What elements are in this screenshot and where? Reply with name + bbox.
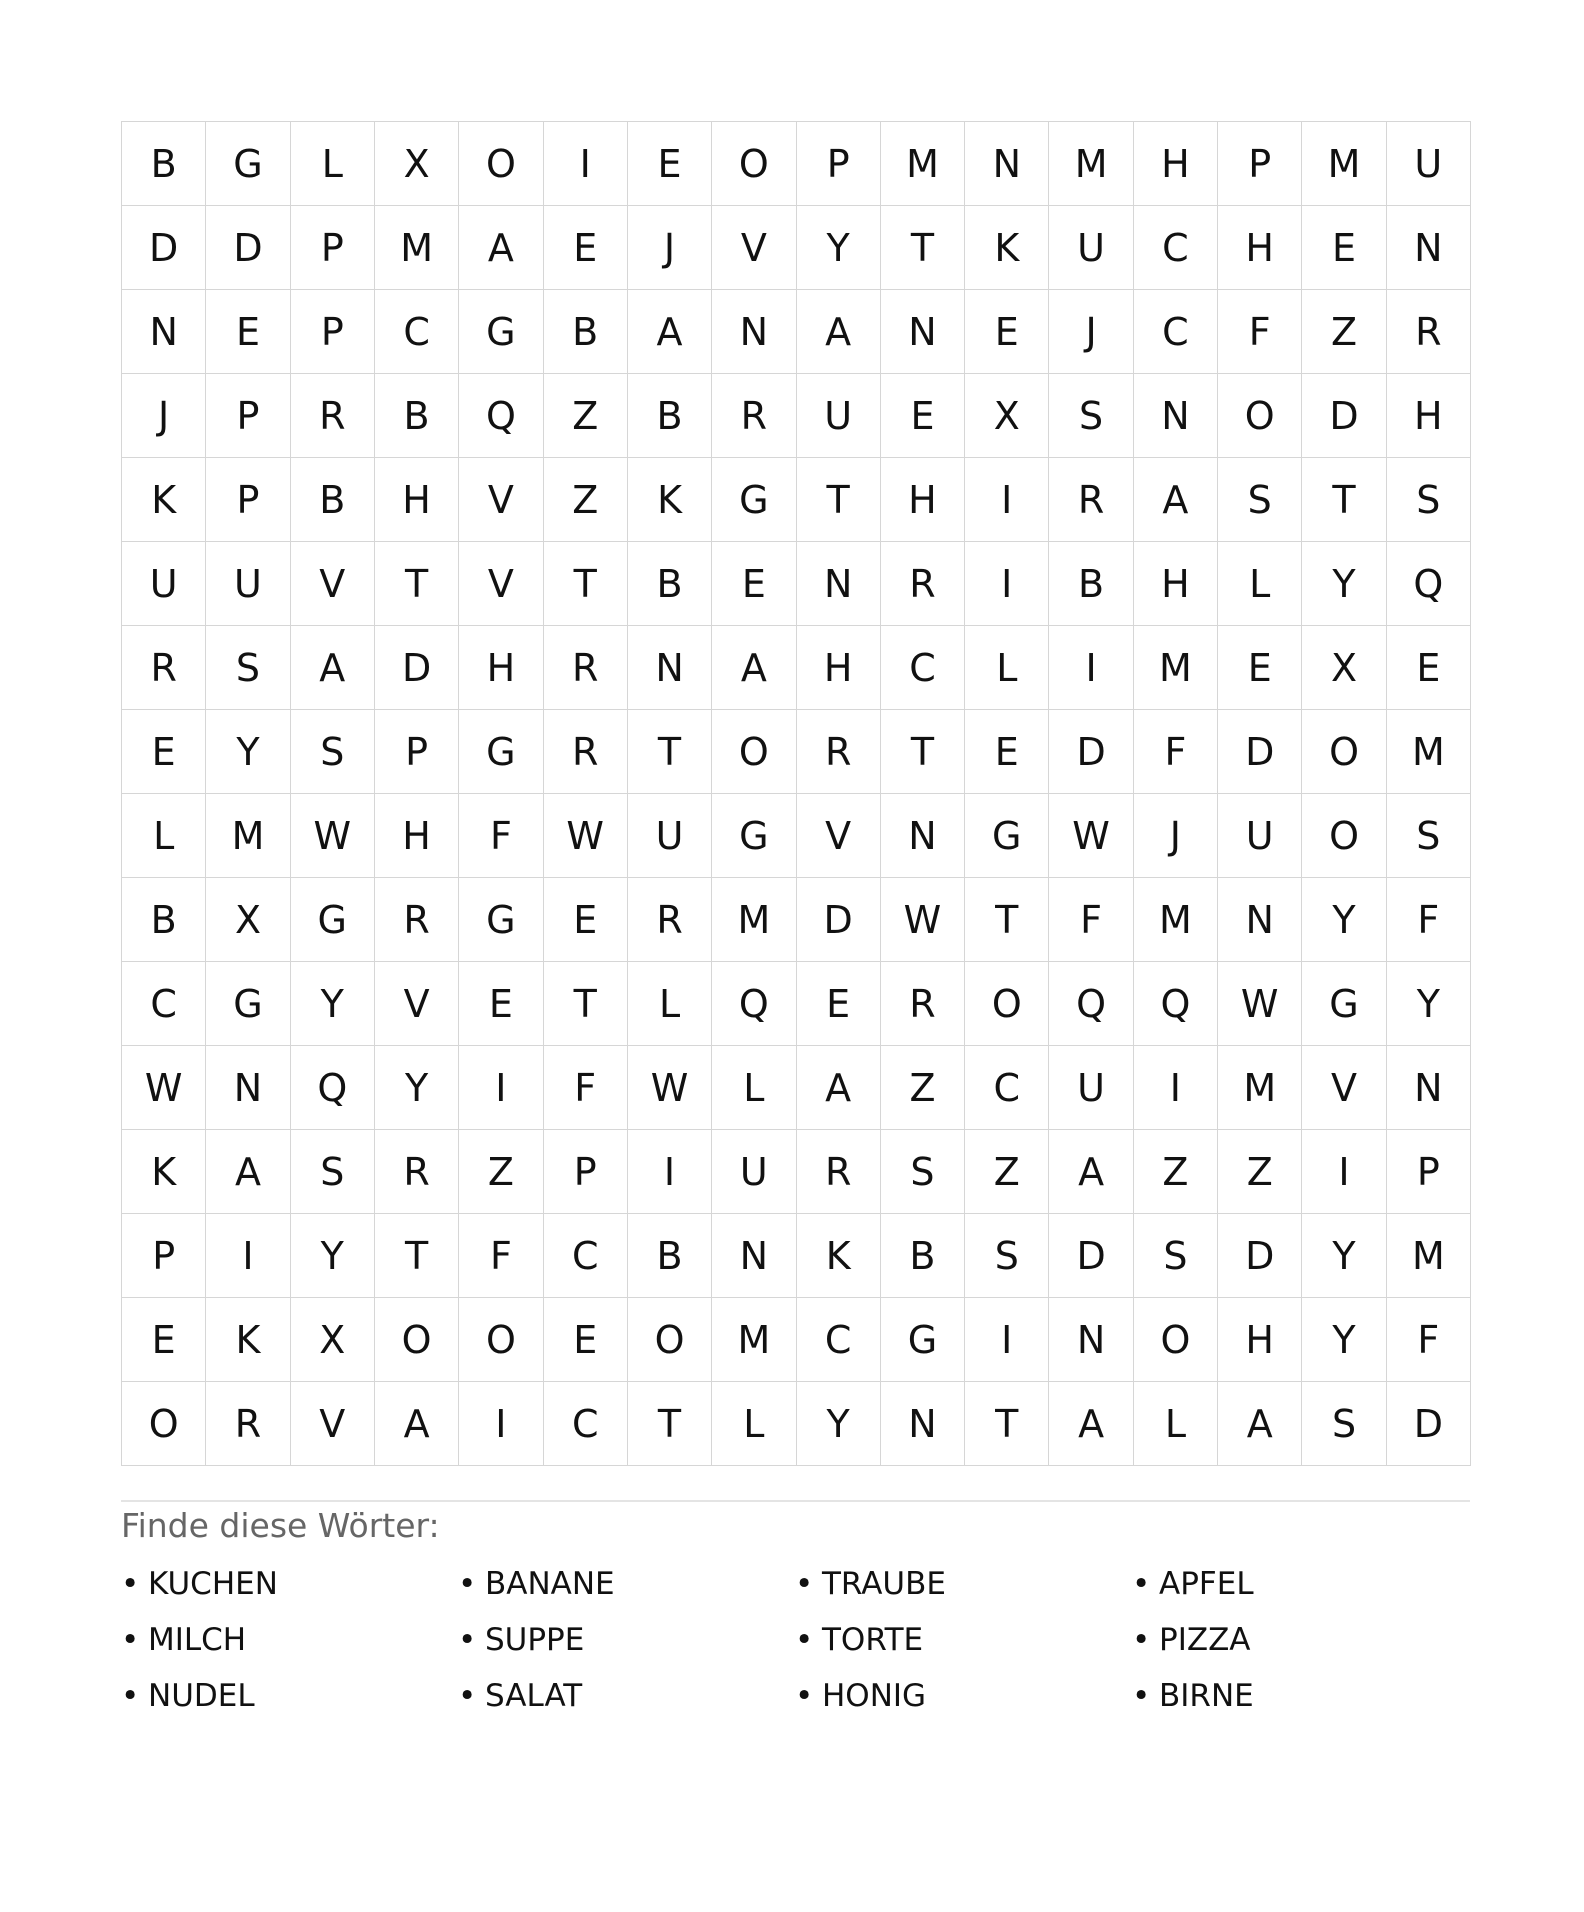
- grid-cell[interactable]: W: [544, 794, 628, 878]
- grid-cell[interactable]: I: [206, 1214, 290, 1298]
- grid-cell[interactable]: P: [1218, 122, 1302, 206]
- word-item: [795, 1565, 1132, 1604]
- grid-cell[interactable]: Z: [544, 458, 628, 542]
- grid-cell[interactable]: K: [797, 1214, 881, 1298]
- grid-cell[interactable]: D: [122, 206, 206, 290]
- bullet-icon: •: [1132, 1566, 1151, 1602]
- word-item: [458, 1677, 795, 1716]
- grid-cell[interactable]: B: [122, 878, 206, 962]
- grid-cell[interactable]: B: [881, 1214, 965, 1298]
- grid-cell[interactable]: O: [1134, 1298, 1218, 1382]
- grid-cell[interactable]: U: [1387, 122, 1471, 206]
- bullet-icon: •: [795, 1566, 814, 1602]
- grid-cell[interactable]: F: [1134, 710, 1218, 794]
- bullet-icon: •: [121, 1566, 140, 1602]
- word-item: [121, 1621, 458, 1660]
- grid-cell[interactable]: H: [1387, 374, 1471, 458]
- grid-cell[interactable]: N: [881, 1382, 965, 1466]
- grid-cell[interactable]: F: [1387, 878, 1471, 962]
- grid-cell[interactable]: F: [459, 1214, 543, 1298]
- grid-cell[interactable]: U: [206, 542, 290, 626]
- grid-cell[interactable]: W: [291, 794, 375, 878]
- grid-cell[interactable]: K: [122, 458, 206, 542]
- grid-cell[interactable]: D: [1302, 374, 1386, 458]
- grid-cell[interactable]: B: [628, 374, 712, 458]
- grid-cell[interactable]: A: [1049, 1382, 1133, 1466]
- grid-cell[interactable]: E: [544, 878, 628, 962]
- grid-cell[interactable]: C: [1134, 206, 1218, 290]
- grid-cell[interactable]: R: [122, 626, 206, 710]
- grid-cell[interactable]: T: [544, 542, 628, 626]
- grid-cell[interactable]: N: [712, 1214, 796, 1298]
- grid-cell[interactable]: E: [122, 710, 206, 794]
- grid-cell[interactable]: I: [965, 458, 1049, 542]
- grid-cell[interactable]: E: [797, 962, 881, 1046]
- grid-cell[interactable]: N: [881, 794, 965, 878]
- grid-cell[interactable]: R: [375, 878, 459, 962]
- grid-cell[interactable]: H: [881, 458, 965, 542]
- grid-cell[interactable]: T: [965, 1382, 1049, 1466]
- grid-cell[interactable]: C: [881, 626, 965, 710]
- grid-cell[interactable]: W: [628, 1046, 712, 1130]
- grid-cell[interactable]: E: [881, 374, 965, 458]
- bullet-icon: •: [795, 1622, 814, 1658]
- grid-cell[interactable]: K: [965, 206, 1049, 290]
- grid-cell[interactable]: K: [206, 1298, 290, 1382]
- grid-cell[interactable]: I: [965, 1298, 1049, 1382]
- grid-cell[interactable]: H: [1134, 542, 1218, 626]
- grid-cell[interactable]: T: [544, 962, 628, 1046]
- grid-cell[interactable]: G: [459, 290, 543, 374]
- grid-cell[interactable]: O: [375, 1298, 459, 1382]
- grid-cell[interactable]: N: [797, 542, 881, 626]
- grid-cell[interactable]: W: [1049, 794, 1133, 878]
- grid-cell[interactable]: T: [1302, 458, 1386, 542]
- grid-cell[interactable]: Y: [1302, 1214, 1386, 1298]
- grid-cell[interactable]: V: [459, 542, 543, 626]
- grid-cell[interactable]: M: [1387, 710, 1471, 794]
- grid-cell[interactable]: G: [1302, 962, 1386, 1046]
- grid-cell[interactable]: M: [712, 878, 796, 962]
- grid-cell[interactable]: H: [375, 458, 459, 542]
- grid-cell[interactable]: S: [1218, 458, 1302, 542]
- grid-cell[interactable]: B: [122, 122, 206, 206]
- grid-cell[interactable]: T: [797, 458, 881, 542]
- grid-cell[interactable]: N: [1387, 1046, 1471, 1130]
- grid-cell[interactable]: E: [544, 206, 628, 290]
- grid-cell[interactable]: H: [1134, 122, 1218, 206]
- grid-cell[interactable]: H: [1218, 1298, 1302, 1382]
- grid-cell[interactable]: A: [459, 206, 543, 290]
- grid-cell[interactable]: N: [965, 122, 1049, 206]
- grid-cell[interactable]: N: [712, 290, 796, 374]
- grid-cell[interactable]: M: [1049, 122, 1133, 206]
- word-label: BANANE: [485, 1566, 615, 1602]
- grid-cell[interactable]: L: [712, 1046, 796, 1130]
- grid-cell[interactable]: L: [628, 962, 712, 1046]
- grid-cell[interactable]: R: [797, 710, 881, 794]
- grid-cell[interactable]: I: [965, 542, 1049, 626]
- grid-cell[interactable]: S: [291, 710, 375, 794]
- grid-cell[interactable]: Y: [1302, 1298, 1386, 1382]
- grid-cell[interactable]: Y: [1302, 878, 1386, 962]
- grid-cell[interactable]: P: [1387, 1130, 1471, 1214]
- bullet-icon: •: [121, 1622, 140, 1658]
- grid-cell[interactable]: P: [375, 710, 459, 794]
- grid-cell[interactable]: Y: [375, 1046, 459, 1130]
- word-label: BIRNE: [1159, 1678, 1254, 1714]
- grid-cell[interactable]: E: [206, 290, 290, 374]
- grid-cell[interactable]: Y: [1387, 962, 1471, 1046]
- grid-cell[interactable]: R: [291, 374, 375, 458]
- grid-cell[interactable]: Z: [544, 374, 628, 458]
- grid-cell[interactable]: R: [1049, 458, 1133, 542]
- grid-cell[interactable]: M: [1134, 626, 1218, 710]
- grid-cell[interactable]: O: [1302, 710, 1386, 794]
- grid-cell[interactable]: F: [1218, 290, 1302, 374]
- grid-cell[interactable]: Y: [291, 962, 375, 1046]
- letter-grid: [121, 121, 1471, 1466]
- grid-cell[interactable]: P: [206, 458, 290, 542]
- grid-cell[interactable]: V: [291, 1382, 375, 1466]
- grid-cell[interactable]: I: [1049, 626, 1133, 710]
- grid-cell[interactable]: U: [1218, 794, 1302, 878]
- word-item: [121, 1565, 458, 1604]
- grid-cell[interactable]: W: [881, 878, 965, 962]
- grid-cell[interactable]: Y: [1302, 542, 1386, 626]
- word-label: HONIG: [822, 1678, 927, 1714]
- grid-cell[interactable]: P: [122, 1214, 206, 1298]
- grid-cell[interactable]: U: [797, 374, 881, 458]
- grid-cell[interactable]: K: [122, 1130, 206, 1214]
- grid-cell[interactable]: B: [1049, 542, 1133, 626]
- grid-cell[interactable]: N: [206, 1046, 290, 1130]
- word-list-title: Finde diese Wörter:: [121, 1506, 440, 1545]
- grid-cell[interactable]: Z: [1218, 1130, 1302, 1214]
- grid-cell[interactable]: U: [712, 1130, 796, 1214]
- grid-cell[interactable]: E: [965, 290, 1049, 374]
- divider: [121, 1500, 1470, 1502]
- grid-cell[interactable]: Q: [291, 1046, 375, 1130]
- grid-cell[interactable]: Q: [1049, 962, 1133, 1046]
- grid-cell[interactable]: V: [375, 962, 459, 1046]
- grid-cell[interactable]: Z: [459, 1130, 543, 1214]
- grid-cell[interactable]: E: [1302, 206, 1386, 290]
- grid-cell[interactable]: T: [965, 878, 1049, 962]
- grid-cell[interactable]: G: [291, 878, 375, 962]
- word-list: [121, 1565, 1470, 1716]
- bullet-icon: •: [795, 1678, 814, 1714]
- bullet-icon: •: [458, 1622, 477, 1658]
- grid-cell[interactable]: V: [459, 458, 543, 542]
- grid-cell[interactable]: H: [459, 626, 543, 710]
- grid-cell[interactable]: L: [122, 794, 206, 878]
- grid-cell[interactable]: D: [797, 878, 881, 962]
- grid-cell[interactable]: O: [459, 122, 543, 206]
- word-label: SUPPE: [485, 1622, 585, 1658]
- grid-cell[interactable]: B: [544, 290, 628, 374]
- grid-cell[interactable]: J: [628, 206, 712, 290]
- grid-cell[interactable]: A: [206, 1130, 290, 1214]
- grid-cell[interactable]: D: [375, 626, 459, 710]
- grid-cell[interactable]: A: [1134, 458, 1218, 542]
- word-item: [1132, 1565, 1469, 1604]
- grid-cell[interactable]: S: [1049, 374, 1133, 458]
- grid-cell[interactable]: R: [206, 1382, 290, 1466]
- grid-cell[interactable]: Z: [1134, 1130, 1218, 1214]
- grid-cell[interactable]: A: [1049, 1130, 1133, 1214]
- grid-cell[interactable]: R: [881, 962, 965, 1046]
- grid-cell[interactable]: B: [291, 458, 375, 542]
- grid-cell[interactable]: J: [1049, 290, 1133, 374]
- grid-cell[interactable]: D: [1387, 1382, 1471, 1466]
- grid-cell[interactable]: C: [375, 290, 459, 374]
- grid-cell[interactable]: R: [628, 878, 712, 962]
- grid-cell[interactable]: C: [544, 1214, 628, 1298]
- grid-cell[interactable]: G: [459, 710, 543, 794]
- grid-cell[interactable]: J: [122, 374, 206, 458]
- grid-cell[interactable]: Z: [881, 1046, 965, 1130]
- grid-cell[interactable]: M: [1387, 1214, 1471, 1298]
- grid-cell[interactable]: N: [628, 626, 712, 710]
- grid-cell[interactable]: E: [965, 710, 1049, 794]
- word-label: SALAT: [485, 1678, 583, 1714]
- grid-cell[interactable]: E: [544, 1298, 628, 1382]
- bullet-icon: •: [458, 1566, 477, 1602]
- grid-cell[interactable]: O: [1302, 794, 1386, 878]
- grid-cell[interactable]: Q: [712, 962, 796, 1046]
- grid-cell[interactable]: O: [965, 962, 1049, 1046]
- grid-cell[interactable]: H: [1218, 206, 1302, 290]
- grid-cell[interactable]: M: [881, 122, 965, 206]
- grid-cell[interactable]: N: [122, 290, 206, 374]
- grid-cell[interactable]: A: [1218, 1382, 1302, 1466]
- word-label: TORTE: [822, 1622, 924, 1658]
- grid-cell[interactable]: P: [797, 122, 881, 206]
- grid-cell[interactable]: C: [544, 1382, 628, 1466]
- grid-cell[interactable]: H: [797, 626, 881, 710]
- grid-cell[interactable]: I: [459, 1046, 543, 1130]
- grid-cell[interactable]: M: [206, 794, 290, 878]
- grid-cell[interactable]: A: [375, 1382, 459, 1466]
- grid-cell[interactable]: Q: [1134, 962, 1218, 1046]
- grid-cell[interactable]: N: [1218, 878, 1302, 962]
- grid-cell[interactable]: I: [1134, 1046, 1218, 1130]
- grid-cell[interactable]: H: [375, 794, 459, 878]
- grid-cell[interactable]: S: [291, 1130, 375, 1214]
- grid-cell[interactable]: Y: [206, 710, 290, 794]
- grid-cell[interactable]: Y: [797, 206, 881, 290]
- word-label: NUDEL: [148, 1678, 255, 1714]
- grid-cell[interactable]: M: [1302, 122, 1386, 206]
- grid-cell[interactable]: X: [1302, 626, 1386, 710]
- grid-cell[interactable]: T: [375, 1214, 459, 1298]
- grid-cell[interactable]: U: [628, 794, 712, 878]
- grid-cell[interactable]: M: [1134, 878, 1218, 962]
- grid-cell[interactable]: R: [375, 1130, 459, 1214]
- bullet-icon: •: [121, 1678, 140, 1714]
- grid-cell[interactable]: B: [628, 1214, 712, 1298]
- grid-cell[interactable]: X: [291, 1298, 375, 1382]
- grid-cell[interactable]: B: [628, 542, 712, 626]
- grid-cell[interactable]: R: [544, 626, 628, 710]
- grid-cell[interactable]: E: [459, 962, 543, 1046]
- grid-cell[interactable]: G: [459, 878, 543, 962]
- grid-cell[interactable]: D: [1049, 1214, 1133, 1298]
- grid-cell[interactable]: S: [206, 626, 290, 710]
- grid-cell[interactable]: A: [628, 290, 712, 374]
- grid-cell[interactable]: I: [628, 1130, 712, 1214]
- grid-cell[interactable]: A: [712, 626, 796, 710]
- grid-cell[interactable]: I: [544, 122, 628, 206]
- grid-cell[interactable]: S: [881, 1130, 965, 1214]
- grid-cell[interactable]: W: [122, 1046, 206, 1130]
- grid-cell[interactable]: B: [375, 374, 459, 458]
- grid-cell[interactable]: G: [206, 122, 290, 206]
- grid-cell[interactable]: L: [1218, 542, 1302, 626]
- word-item: [458, 1565, 795, 1604]
- grid-cell[interactable]: D: [206, 206, 290, 290]
- grid-cell[interactable]: M: [712, 1298, 796, 1382]
- grid-cell[interactable]: P: [291, 206, 375, 290]
- word-label: PIZZA: [1159, 1622, 1251, 1658]
- grid-cell[interactable]: T: [375, 542, 459, 626]
- grid-cell[interactable]: R: [1387, 290, 1471, 374]
- word-item: [1132, 1621, 1469, 1660]
- grid-cell[interactable]: Y: [291, 1214, 375, 1298]
- grid-cell[interactable]: L: [712, 1382, 796, 1466]
- grid-cell[interactable]: R: [797, 1130, 881, 1214]
- grid-cell[interactable]: V: [797, 794, 881, 878]
- grid-cell[interactable]: O: [459, 1298, 543, 1382]
- word-item: [795, 1677, 1132, 1716]
- bullet-icon: •: [458, 1678, 477, 1714]
- grid-cell[interactable]: A: [797, 290, 881, 374]
- word-label: APFEL: [1159, 1566, 1254, 1602]
- grid-cell[interactable]: T: [881, 206, 965, 290]
- grid-cell[interactable]: I: [459, 1382, 543, 1466]
- grid-cell[interactable]: N: [1387, 206, 1471, 290]
- grid-cell[interactable]: Q: [459, 374, 543, 458]
- grid-cell[interactable]: R: [712, 374, 796, 458]
- grid-cell[interactable]: A: [797, 1046, 881, 1130]
- grid-cell[interactable]: G: [881, 1298, 965, 1382]
- grid-cell[interactable]: E: [1387, 626, 1471, 710]
- grid-cell[interactable]: F: [544, 1046, 628, 1130]
- grid-cell[interactable]: D: [1218, 1214, 1302, 1298]
- grid-cell[interactable]: T: [881, 710, 965, 794]
- grid-cell[interactable]: S: [1134, 1214, 1218, 1298]
- grid-cell[interactable]: U: [122, 542, 206, 626]
- grid-cell[interactable]: C: [122, 962, 206, 1046]
- grid-cell[interactable]: X: [965, 374, 1049, 458]
- grid-cell[interactable]: L: [965, 626, 1049, 710]
- grid-cell[interactable]: E: [712, 542, 796, 626]
- grid-cell[interactable]: X: [206, 878, 290, 962]
- grid-cell[interactable]: S: [1387, 458, 1471, 542]
- grid-cell[interactable]: A: [291, 626, 375, 710]
- grid-cell[interactable]: Z: [1302, 290, 1386, 374]
- grid-cell[interactable]: V: [291, 542, 375, 626]
- word-item: [795, 1621, 1132, 1660]
- grid-cell[interactable]: L: [1134, 1382, 1218, 1466]
- grid-cell[interactable]: N: [881, 290, 965, 374]
- grid-cell[interactable]: Q: [1387, 542, 1471, 626]
- grid-cell[interactable]: J: [1134, 794, 1218, 878]
- grid-cell[interactable]: N: [1134, 374, 1218, 458]
- grid-cell[interactable]: M: [375, 206, 459, 290]
- grid-cell[interactable]: V: [712, 206, 796, 290]
- grid-cell[interactable]: O: [122, 1382, 206, 1466]
- grid-cell[interactable]: T: [628, 710, 712, 794]
- bullet-icon: •: [1132, 1622, 1151, 1658]
- grid-cell[interactable]: P: [291, 290, 375, 374]
- grid-cell[interactable]: O: [628, 1298, 712, 1382]
- grid-cell[interactable]: T: [628, 1382, 712, 1466]
- grid-cell[interactable]: W: [1218, 962, 1302, 1046]
- grid-cell[interactable]: C: [797, 1298, 881, 1382]
- word-item: [1132, 1677, 1469, 1716]
- grid-cell[interactable]: G: [206, 962, 290, 1046]
- grid-cell[interactable]: R: [881, 542, 965, 626]
- grid-cell[interactable]: U: [1049, 206, 1133, 290]
- grid-cell[interactable]: O: [712, 710, 796, 794]
- grid-cell[interactable]: S: [1387, 794, 1471, 878]
- word-label: TRAUBE: [822, 1566, 946, 1602]
- grid-cell[interactable]: P: [544, 1130, 628, 1214]
- grid-cell[interactable]: Z: [965, 1130, 1049, 1214]
- grid-cell[interactable]: V: [1302, 1046, 1386, 1130]
- grid-cell[interactable]: D: [1049, 710, 1133, 794]
- word-item: [121, 1677, 458, 1716]
- grid-cell[interactable]: F: [1049, 878, 1133, 962]
- grid-cell[interactable]: K: [628, 458, 712, 542]
- bullet-icon: •: [1132, 1678, 1151, 1714]
- grid-cell[interactable]: G: [965, 794, 1049, 878]
- grid-cell[interactable]: M: [1218, 1046, 1302, 1130]
- word-item: [458, 1621, 795, 1660]
- grid-cell[interactable]: C: [1134, 290, 1218, 374]
- grid-cell[interactable]: P: [206, 374, 290, 458]
- grid-cell[interactable]: E: [1218, 626, 1302, 710]
- grid-cell[interactable]: E: [628, 122, 712, 206]
- grid-cell[interactable]: N: [1049, 1298, 1133, 1382]
- grid-cell[interactable]: S: [965, 1214, 1049, 1298]
- grid-cell[interactable]: C: [965, 1046, 1049, 1130]
- grid-cell[interactable]: O: [712, 122, 796, 206]
- grid-cell[interactable]: D: [1218, 710, 1302, 794]
- grid-cell[interactable]: X: [375, 122, 459, 206]
- grid-cell[interactable]: S: [1302, 1382, 1386, 1466]
- word-label: MILCH: [148, 1622, 247, 1658]
- grid-cell[interactable]: O: [1218, 374, 1302, 458]
- grid-cell[interactable]: G: [712, 458, 796, 542]
- grid-cell[interactable]: F: [459, 794, 543, 878]
- grid-cell[interactable]: G: [712, 794, 796, 878]
- word-label: KUCHEN: [148, 1566, 278, 1602]
- grid-cell[interactable]: I: [1302, 1130, 1386, 1214]
- grid-cell[interactable]: R: [544, 710, 628, 794]
- grid-cell[interactable]: U: [1049, 1046, 1133, 1130]
- grid-cell[interactable]: E: [122, 1298, 206, 1382]
- grid-cell[interactable]: F: [1387, 1298, 1471, 1382]
- grid-cell[interactable]: L: [291, 122, 375, 206]
- grid-cell[interactable]: Y: [797, 1382, 881, 1466]
